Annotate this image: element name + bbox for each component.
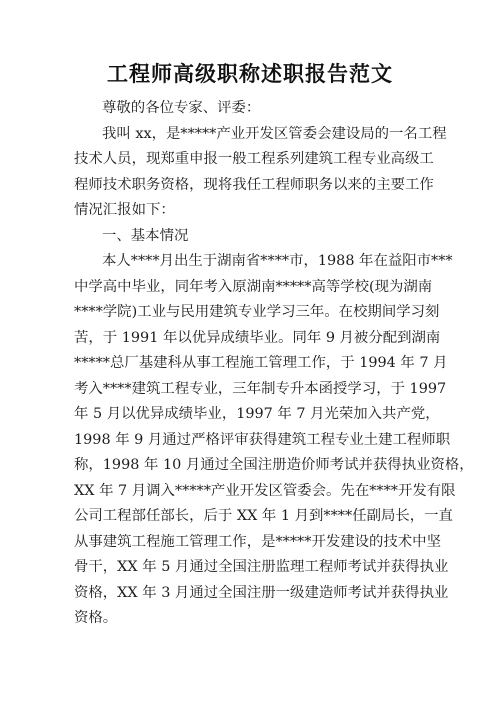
text-line: 苦，于 1991 年以优异成绩毕业。同年 9 月被分配到湖南 [74, 329, 441, 346]
text-line: XX 年 7 月调入*****产业开发区管委会。先在****开发有限 [74, 482, 456, 499]
text-line: 技术人员，现郑重申报一般工程系列建筑工程专业高级工 [74, 151, 434, 167]
text-line: 尊敬的各位专家、评委： [102, 100, 261, 116]
document-body [74, 96, 474, 632]
text-line: 从事建筑工程施工管理工作，是*****开发建设的技术中坚 [74, 533, 441, 550]
document-title: 工程师高级职称述职报告范文 [107, 61, 393, 86]
text-line: 本人****月出生于湖南省****市，1988 年在益阳市*** [102, 253, 453, 269]
text-line: 程师技术职务资格，现将我任工程师职务以来的主要工作 [74, 176, 434, 193]
text-line: 我叫 xx，是*****产业开发区管委会建设局的一名工程 [102, 125, 447, 142]
text-line: 称，1998 年 10 月通过全国注册造价师考试并获得执业资格， [74, 457, 474, 473]
text-line: ****学院)工业与民用建筑专业学习三年。在校期间学习刻 [74, 304, 440, 320]
text-line: 中学高中毕业，同年考入原湖南*****高等学校(现为湖南 [74, 278, 433, 295]
text-line: 骨干，XX 年 5 月通过全国注册监理工程师考试并获得执业 [74, 559, 449, 575]
text-line: 资格，XX 年 3 月通过全国注册一级建造师考试并获得执业 [74, 584, 449, 601]
text-line: 情况汇报如下： [74, 202, 175, 218]
text-line: 1998 年 9 月通过严格评审获得建筑工程专业土建工程师职 [74, 431, 451, 448]
text-line: 一、基本情况 [102, 227, 189, 244]
text-line: *****总厂基建科从事工程施工管理工作，于 1994 年 7 月 [74, 355, 448, 371]
text-line: 考入****建筑工程专业，三年制专升本函授学习，于 1997 [74, 380, 447, 397]
text-line: 公司工程部任部长，后于 XX 年 1 月到****任副局长，一直 [74, 508, 453, 524]
text-line: 年 5 月以优异成绩毕业，1997 年 7 月光荣加入共产党， [74, 406, 440, 422]
text-line: 资格。 [74, 610, 118, 626]
